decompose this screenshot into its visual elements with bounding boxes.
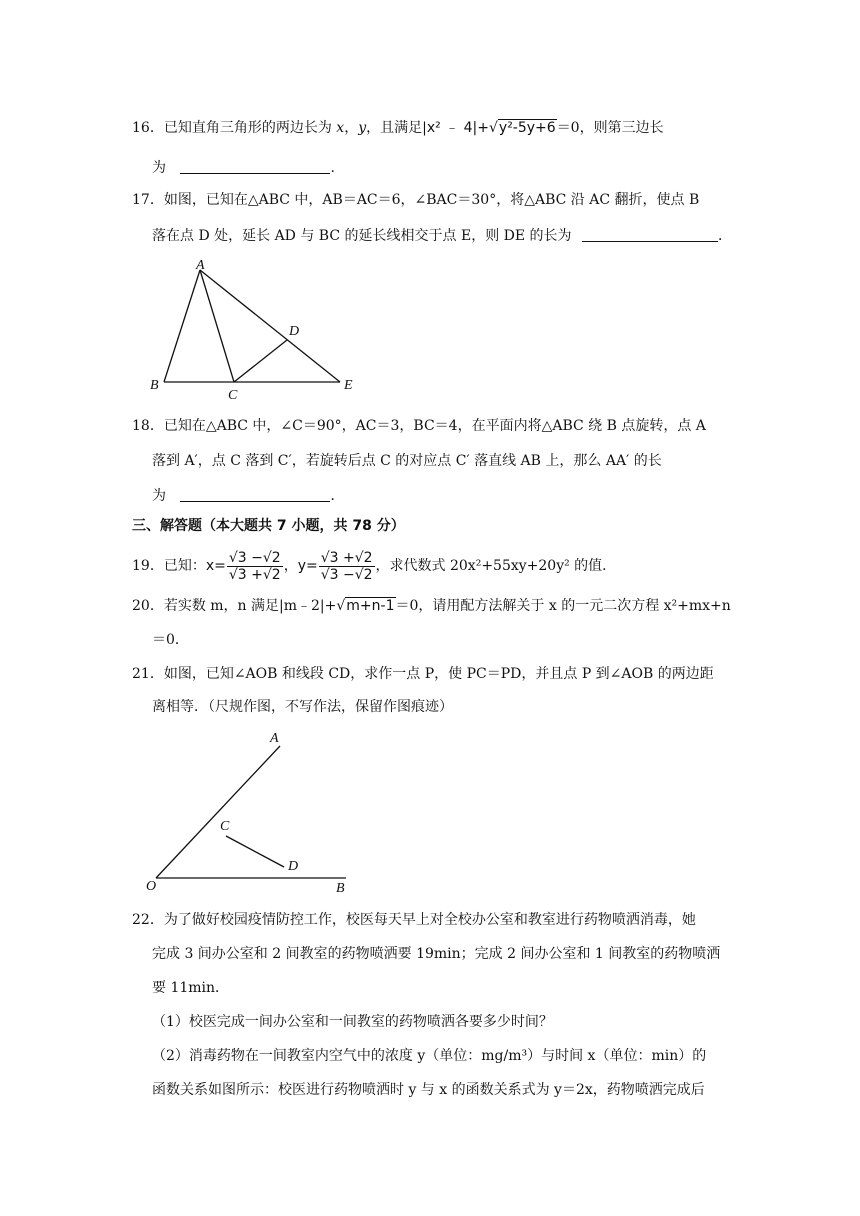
q21-label-b: B xyxy=(336,881,345,896)
q16-text-a: 已知直角三角形的两边长为 xyxy=(163,120,337,136)
q17-period: ． xyxy=(718,228,732,244)
q22-sub-1 xyxy=(152,1012,553,1032)
q19-x-denominator: √3 +√2 xyxy=(228,566,281,583)
q17-label-c: C xyxy=(228,388,238,402)
q19-y-numerator: √3 +√2 xyxy=(320,549,373,566)
q20-number: 20． xyxy=(132,598,164,614)
q16-radical: √y²-5y+6 xyxy=(488,120,556,136)
q16-number: 16． xyxy=(132,120,164,136)
q20-line-1 xyxy=(132,596,731,616)
q22-text-1: 为了做好校园疫情防控工作，校医每天早上对全校办公室和教室进行药物喷洒消毒，她 xyxy=(163,912,696,928)
q16-answer-blank[interactable] xyxy=(180,159,330,174)
q22-sub-2-line-1 xyxy=(152,1046,706,1066)
q21-text-2: 离相等．（尺规作图，不写作法，保留作图痕迹） xyxy=(152,699,453,715)
q21-label-c: C xyxy=(220,819,230,834)
q19-tail: ，求代数式 20x²+55xy+20y² 的值． xyxy=(375,558,617,574)
q16-comma: ， xyxy=(344,120,359,136)
q19-y-fraction xyxy=(319,550,375,583)
q16-var-x: x xyxy=(336,120,345,136)
q18-period: ． xyxy=(330,488,345,504)
q20-radical: √m+n-1 xyxy=(336,598,395,614)
q22-line-1 xyxy=(132,910,696,930)
q21-angle-figure xyxy=(140,726,370,896)
q17-label-b: B xyxy=(150,378,159,393)
q16-line-1 xyxy=(132,118,664,138)
q17-label-a: A xyxy=(196,258,205,273)
q19-x-numerator: √3 −√2 xyxy=(228,549,281,566)
q19-y-denominator: √3 −√2 xyxy=(320,566,373,583)
q20-text-2: ＝0． xyxy=(152,632,189,648)
q21-label-d: D xyxy=(288,859,299,874)
q17-line-2 xyxy=(152,226,732,246)
q20-radicand: m+n-1 xyxy=(346,598,395,614)
q22-sub-2-line-2 xyxy=(152,1080,705,1100)
q16-radicand: y²-5y+6 xyxy=(498,120,556,136)
q19-number: 19． xyxy=(132,558,164,574)
q17-number: 17． xyxy=(132,192,164,208)
q18-line-2 xyxy=(152,451,662,471)
q16-var-y: y xyxy=(358,120,367,136)
q22-sub2-text-1: （2）消毒药物在一间教室内空气中的浓度 y（单位：mg/m³）与时间 x（单位：min）的 xyxy=(152,1048,707,1064)
q18-line-3 xyxy=(152,486,344,506)
q18-text-2: 落到 A′，点 C 落到 C′，若旋转后点 C 的对应点 C′ 落直线 AB 上，那么 AA′ 的长 xyxy=(152,453,662,469)
q18-text-3: 为 xyxy=(152,488,166,504)
q18-line-1 xyxy=(132,416,706,436)
q22-text-2: 完成 3 间办公室和 2 间教室的药物喷洒要 19min；完成 2 间办公室和 1 间教室的药物喷洒 xyxy=(152,946,721,962)
q16-line-2: 为 . xyxy=(152,160,335,176)
q19-x-eq: x= xyxy=(205,558,226,574)
q21-number: 21． xyxy=(132,666,164,682)
q17-label-e: E xyxy=(344,378,353,393)
q20-text-b: ＝0，请用配方法解关于 x 的一元二次方程 x²+mx+n xyxy=(395,598,731,614)
q22-sub1-text: （1）校医完成一间办公室和一间教室的药物喷洒各要多少时间？ xyxy=(152,1014,553,1030)
q18-answer-blank[interactable] xyxy=(180,487,330,502)
q17-text-1: 如图，已知在△ABC 中，AB＝AC＝6，∠BAC＝30°，将△ABC 沿 AC 翻折，使点 B xyxy=(163,192,700,208)
section-3-heading: 三、解答题（本大题共 7 小题，共 78 分） xyxy=(132,518,405,534)
q22-number: 22． xyxy=(132,912,164,928)
q20-text-a: 若实数 m，n 满足|m﹣2|+ xyxy=(163,598,337,614)
q17-triangle-figure xyxy=(140,252,370,402)
q16-line2-text: 为 xyxy=(152,160,166,176)
q16-text-c: ＝0，则第三边长 xyxy=(556,120,664,136)
q21-text-1: 如图，已知∠AOB 和线段 CD，求作一点 P，使 PC＝PD，并且点 P 到∠AOB 的两边距 xyxy=(163,666,714,682)
q19-y-eq: y= xyxy=(297,558,318,574)
q21-line-1 xyxy=(132,664,714,684)
q16-expr: x² ﹣ 4|+ xyxy=(426,120,489,136)
q20-line-2 xyxy=(152,630,189,650)
q22-line-3 xyxy=(152,978,229,998)
q16-text-b: ，且满足| xyxy=(366,120,427,136)
q21-line-2 xyxy=(152,697,453,717)
q22-sub2-text-2: 函数关系如图所示：校医进行药物喷洒时 y 与 x 的函数关系式为 y＝2x，药物喷洒完成后 xyxy=(152,1082,705,1098)
q17-line-1 xyxy=(132,190,699,210)
q18-number: 18． xyxy=(132,418,164,434)
q22-line-2 xyxy=(152,944,720,964)
q17-text-2: 落在点 D 处，延长 AD 与 BC 的延长线相交于点 E，则 DE 的长为 xyxy=(152,228,572,244)
q19-x-fraction xyxy=(227,550,283,583)
q19-line xyxy=(132,546,616,586)
q18-text-1: 已知在△ABC 中，∠C＝90°，AC＝3，BC＝4，在平面内将△ABC 绕 B 点旋转，点 A xyxy=(163,418,706,434)
q19-lead: 已知： xyxy=(163,558,206,574)
q17-answer-blank[interactable] xyxy=(582,227,718,242)
q21-label-a: A xyxy=(270,731,279,746)
q17-label-d: D xyxy=(289,324,300,339)
q21-label-o: O xyxy=(146,879,157,894)
q22-text-3: 要 11min． xyxy=(152,980,230,996)
q19-separator: ， xyxy=(283,558,298,574)
